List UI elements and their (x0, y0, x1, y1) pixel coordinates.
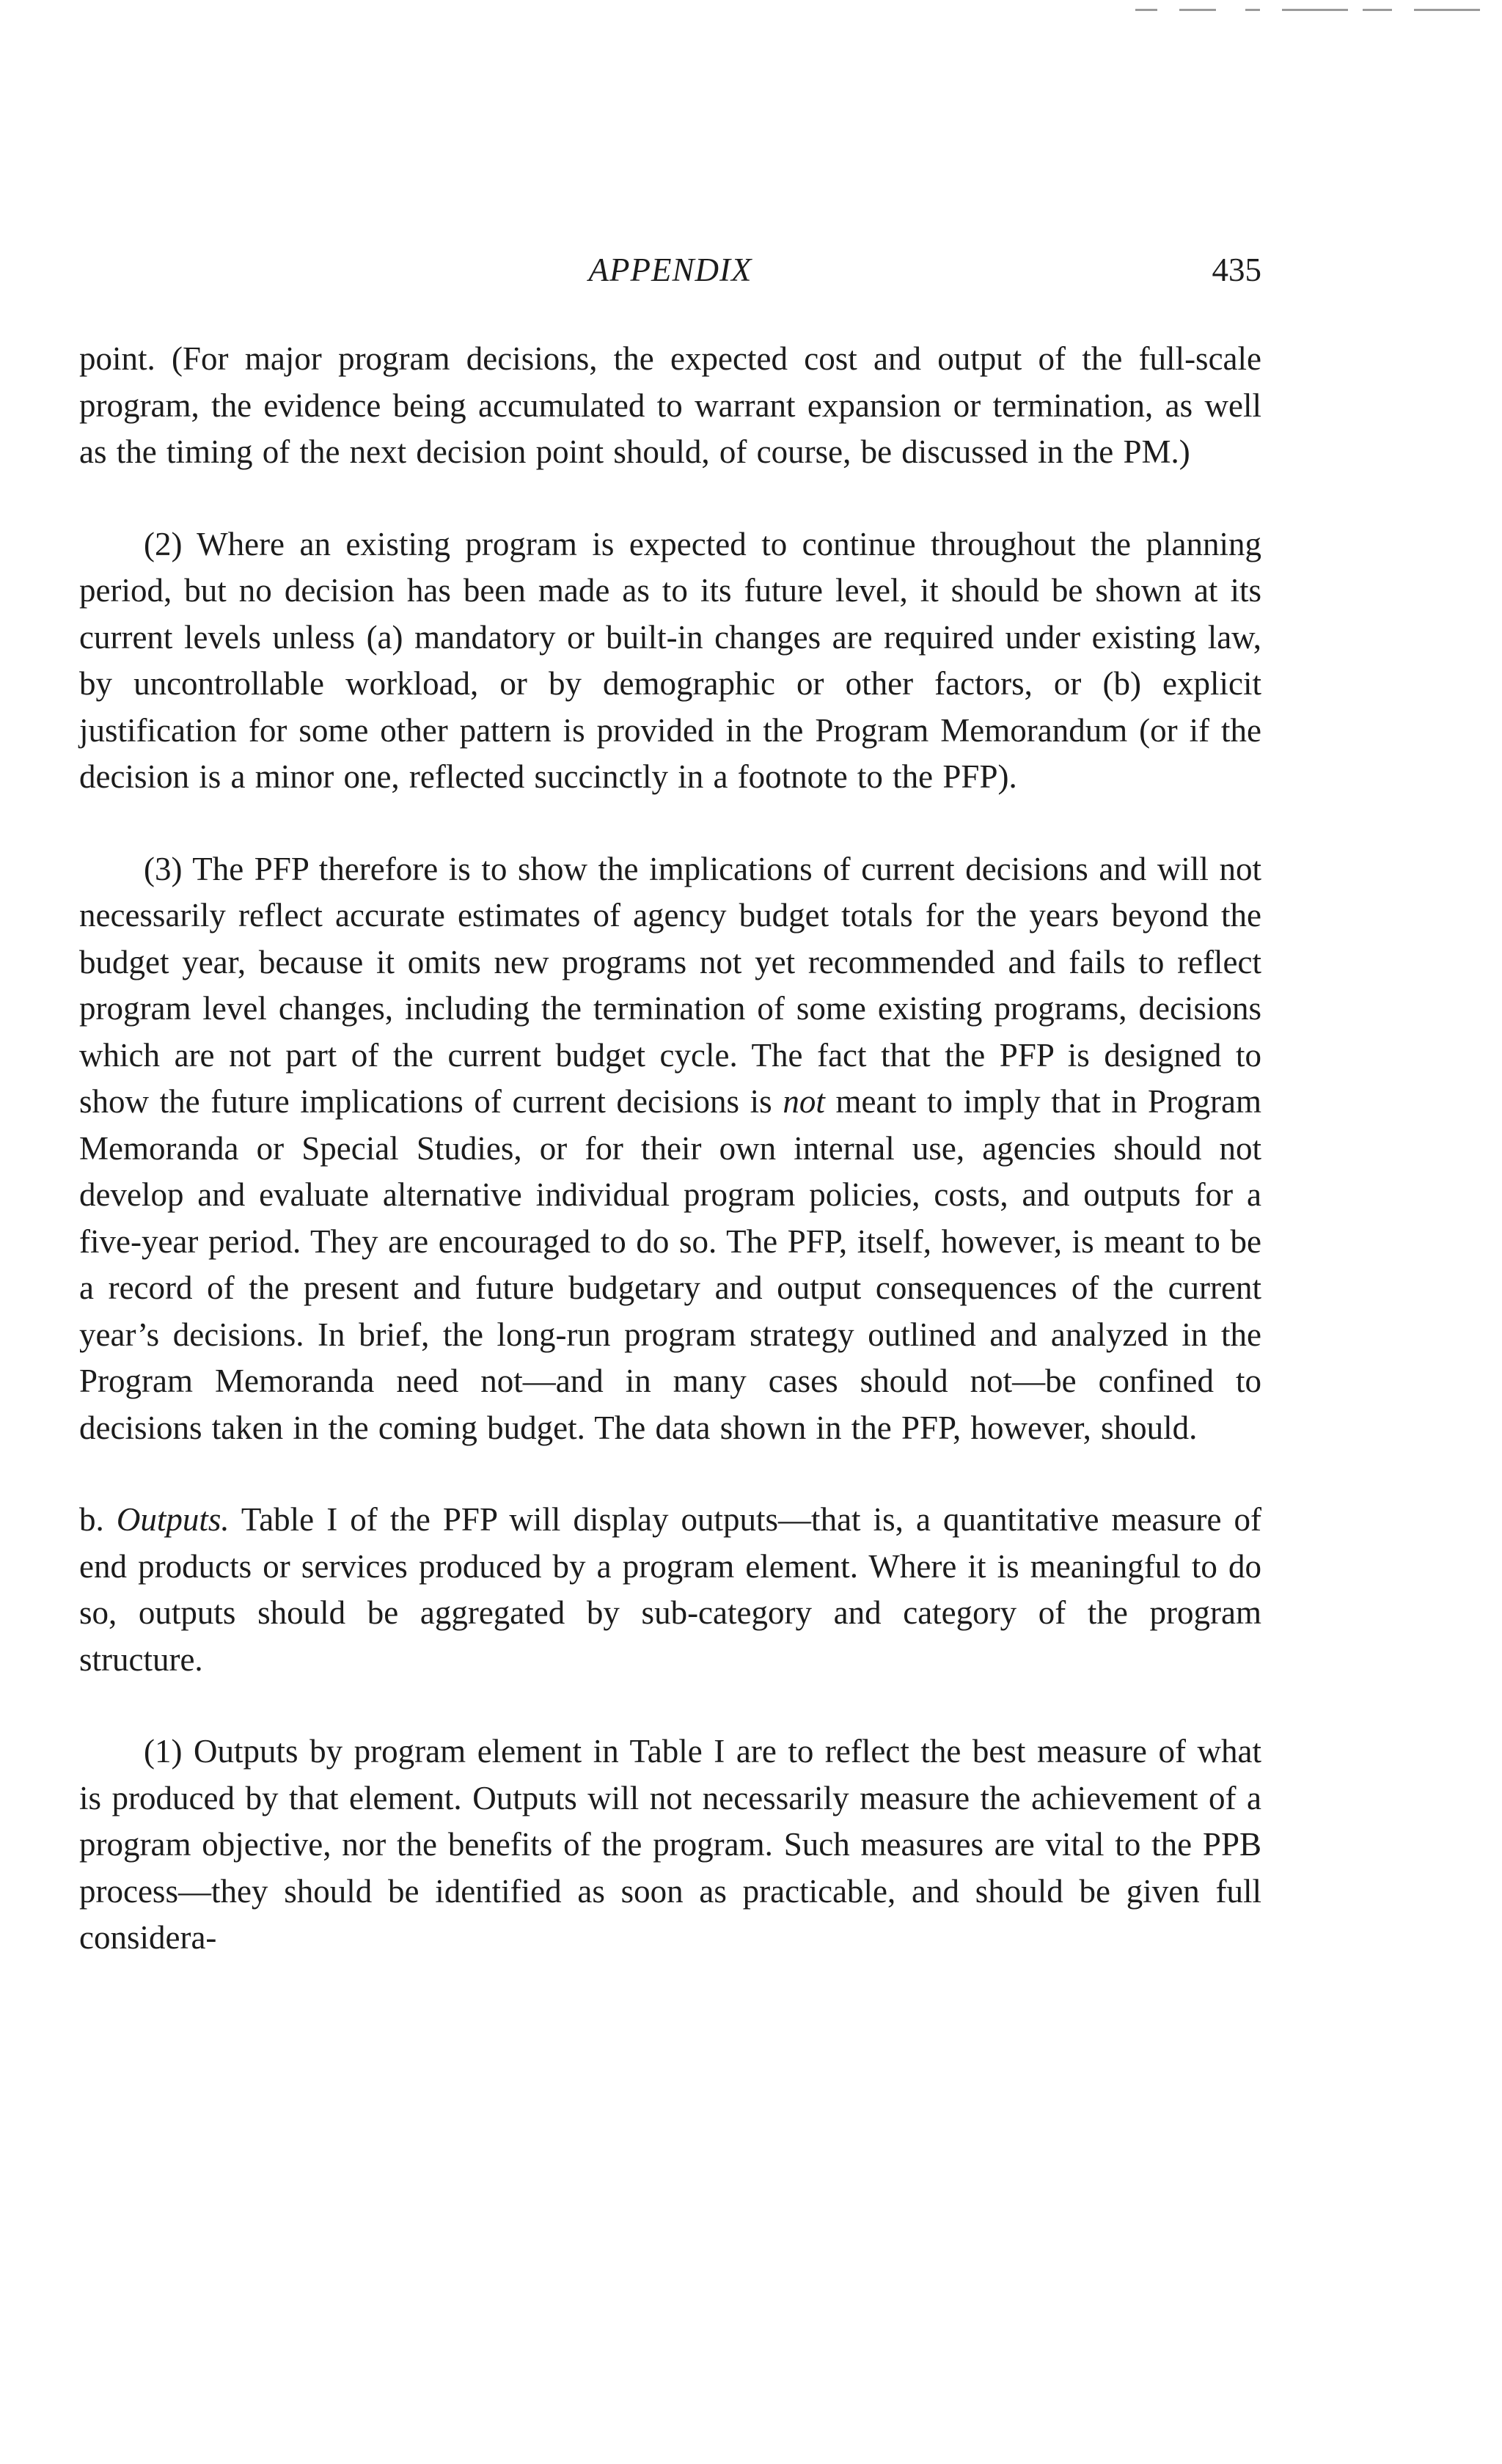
paragraph-item-2: (2) Where an existing program is expected to continue throughout the planning period, but no decision has been made as to its future level, it should be shown at its current levels unless (a) mandatory or built-in changes are required under existing law, by uncontrollable workload, or by demographic or other factors, or (b) explicit justification for some other pattern is provided in the Program Memorandum (or if the decision is a minor one, reflected succinctly in a footnote to the PFP). (79, 525, 1261, 795)
scan-artifact-marks (1135, 4, 1487, 15)
paragraph-item-3-part-a: (3) The PFP therefore is to show the implications of current decisions and will not necessarily reflect accurate estimates of agency budget totals for the years beyond the budget year, because it omits new programs not yet recommended and fails to reflect program level changes, including the termination of some existing programs, decisions which are not part of the current budget cycle. The fact that the PFP is designed to show the future implications of current decisions is (79, 850, 1261, 1120)
emphasis-not: not (783, 1083, 825, 1120)
paragraph-item-3 (79, 846, 1261, 1452)
section-heading-outputs: Outputs. (116, 1501, 230, 1538)
running-head: APPENDIX (588, 252, 752, 288)
page-number: 435 (1212, 252, 1261, 288)
paragraph-continuation: point. (For major program decisions, the expected cost and output of the full-scale program, the evidence being accumulated to warrant expansion or termination, as well as the timing of the next decision point should, of course, be discussed in the PM.) (79, 340, 1261, 470)
paragraph-item-3-part-b: meant to imply that in Program Memoranda or Special Studies, or for their own internal use, agencies should not develop and evaluate alternative individual program policies, costs, and outputs for a five-year period. They are encouraged to do so. The PFP, itself, however, is meant to be a record of the present and future budgetary and output consequences of the current year’s decisions. In brief, the long-run program strategy outlined and analyzed in the Program Memoranda need not—and in many cases should not—be confined to decisions taken in the coming budget. The data shown in the PFP, however, should. (79, 1083, 1261, 1446)
paragraph-outputs-text: Table I of the PFP will display outputs—that is, a quantitative measure of end products or services produced by a program element. Where it is meaningful to do so, outputs should be aggregated by sub-category and category of the program structure. (79, 1501, 1261, 1678)
section-marker: b. (79, 1501, 117, 1538)
body-text (79, 336, 1261, 1962)
paragraph-outputs-item-1: (1) Outputs by program element in Table I are to reflect the best measure of what is produced by that element. Outputs will not necessarily measure the achievement of a program objective, nor the benefits of the program. Such measures are vital to the PPB process—they should be identified as soon as practicable, and should be given full considera- (79, 1733, 1261, 1956)
page-header (79, 251, 1261, 295)
paragraph-outputs (79, 1497, 1261, 1683)
